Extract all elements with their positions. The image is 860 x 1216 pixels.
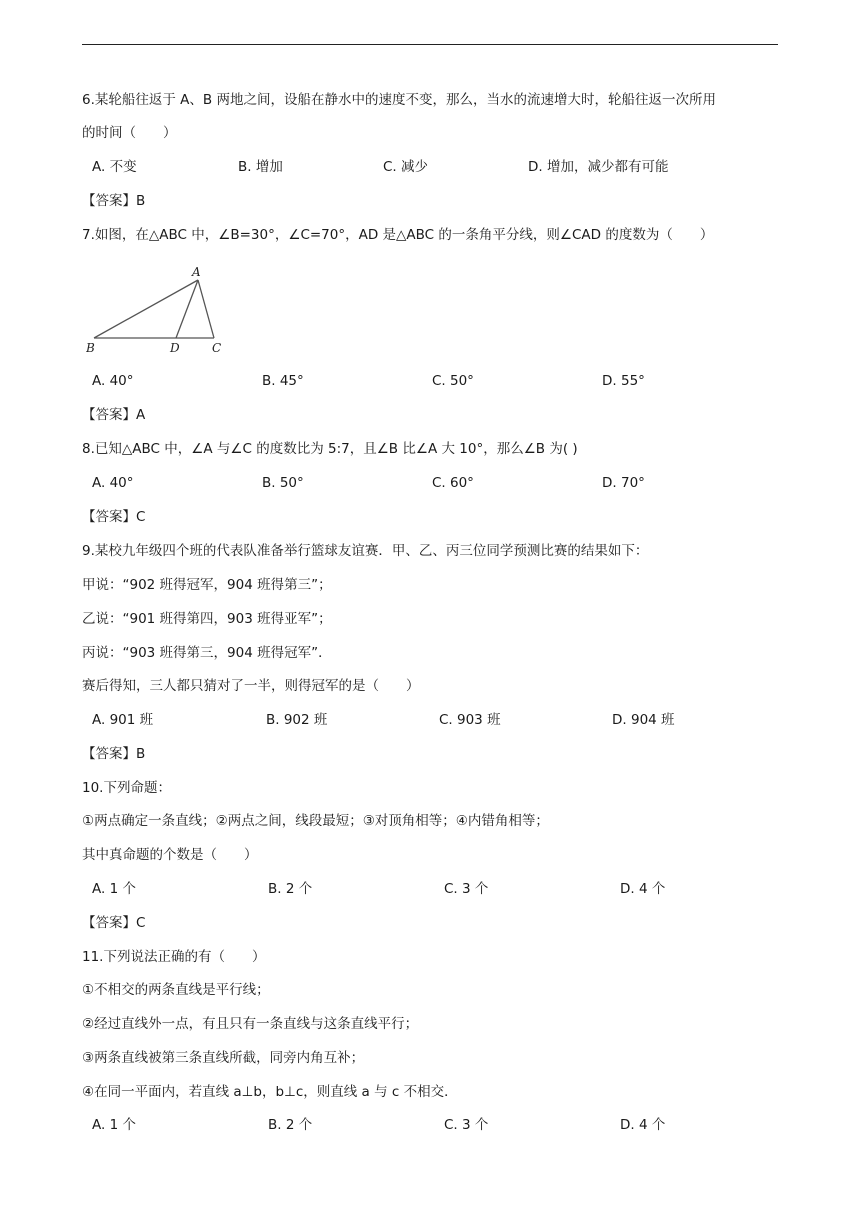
q6-stem-line-1: 6.某轮船往返于 A、B 两地之间，设船在静水中的速度不变，那么，当水的流速增大时，轮船往返一次所用	[82, 92, 716, 108]
q7-option-b: B. 45°	[262, 373, 304, 389]
q7-option-a: A. 40°	[92, 373, 134, 389]
q8-stem-line-1: 8.已知△ABC 中，∠A 与∠C 的度数比为 5:7，且∠B 比∠A 大 10°，那么∠B 为( )	[82, 441, 578, 457]
q6-option-c: C. 减少	[383, 159, 429, 175]
q11-stem-line-4: ③两条直线被第三条直线所截，同旁内角互补；	[82, 1050, 365, 1066]
q9-answer: 【答案】B	[82, 746, 146, 762]
q9-option-c: C. 903 班	[439, 712, 501, 728]
q8-option-a: A. 40°	[92, 475, 134, 491]
q8-option-b: B. 50°	[262, 475, 304, 491]
q6-option-d: D. 增加，减少都有可能	[528, 159, 669, 175]
triangle-figure	[86, 262, 234, 356]
q7-option-c: C. 50°	[432, 373, 474, 389]
q11-option-a: A. 1 个	[92, 1117, 136, 1133]
q10-answer: 【答案】C	[82, 915, 146, 931]
q11-stem-line-3: ②经过直线外一点，有且只有一条直线与这条直线平行；	[82, 1016, 419, 1032]
q7-option-d: D. 55°	[602, 373, 645, 389]
q11-option-c: C. 3 个	[444, 1117, 489, 1133]
q7-answer: 【答案】A	[82, 407, 146, 423]
q10-option-c: C. 3 个	[444, 881, 489, 897]
q11-stem-line-5: ④在同一平面内，若直线 a⊥b，b⊥c，则直线 a 与 c 不相交．	[82, 1084, 458, 1100]
q11-stem-line-2: ①不相交的两条直线是平行线；	[82, 982, 270, 998]
figure-label-b: B	[86, 341, 95, 355]
q8-option-c: C. 60°	[432, 475, 474, 491]
q9-stem-line-1: 9.某校九年级四个班的代表队准备举行篮球友谊赛．甲、乙、丙三位同学预测比赛的结果如下：	[82, 543, 649, 559]
q11-option-b: B. 2 个	[268, 1117, 313, 1133]
q8-option-d: D. 70°	[602, 475, 645, 491]
figure-label-d: D	[170, 341, 180, 355]
q11-option-d: D. 4 个	[620, 1117, 666, 1133]
q10-option-d: D. 4 个	[620, 881, 666, 897]
q6-stem-line-2: 的时间（ ）	[82, 125, 177, 141]
q6-answer: 【答案】B	[82, 193, 146, 209]
q10-option-a: A. 1 个	[92, 881, 136, 897]
q10-stem-line-3: 其中真命题的个数是（ ）	[82, 847, 258, 863]
q6-option-a: A. 不变	[92, 159, 137, 175]
q10-stem-line-2: ①两点确定一条直线；②两点之间，线段最短；③对顶角相等；④内错角相等；	[82, 813, 549, 829]
q7-stem-line-1: 7.如图，在△ABC 中，∠B=30°，∠C=70°，AD 是△ABC 的一条角平分线，则∠CAD 的度数为（ ）	[82, 227, 714, 243]
figure-label-c: C	[212, 341, 222, 355]
q9-option-a: A. 901 班	[92, 712, 154, 728]
q9-stem-line-5: 赛后得知，三人都只猜对了一半，则得冠军的是（ ）	[82, 678, 420, 694]
q11-stem-line-1: 11.下列说法正确的有（ ）	[82, 949, 266, 965]
q10-option-b: B. 2 个	[268, 881, 313, 897]
q9-stem-line-3: 乙说：“901 班得第四，903 班得亚军”；	[82, 611, 332, 627]
q9-stem-line-2: 甲说：“902 班得冠军，904 班得第三”；	[82, 577, 332, 593]
figure-label-a: A	[192, 265, 201, 279]
q8-answer: 【答案】C	[82, 509, 146, 525]
q9-option-b: B. 902 班	[266, 712, 328, 728]
header-rule	[82, 44, 778, 45]
q9-option-d: D. 904 班	[612, 712, 675, 728]
q10-stem-line-1: 10.下列命题：	[82, 780, 171, 796]
q9-stem-line-4: 丙说：“903 班得第三，904 班得冠军”．	[82, 645, 332, 661]
q6-option-b: B. 增加	[238, 159, 283, 175]
